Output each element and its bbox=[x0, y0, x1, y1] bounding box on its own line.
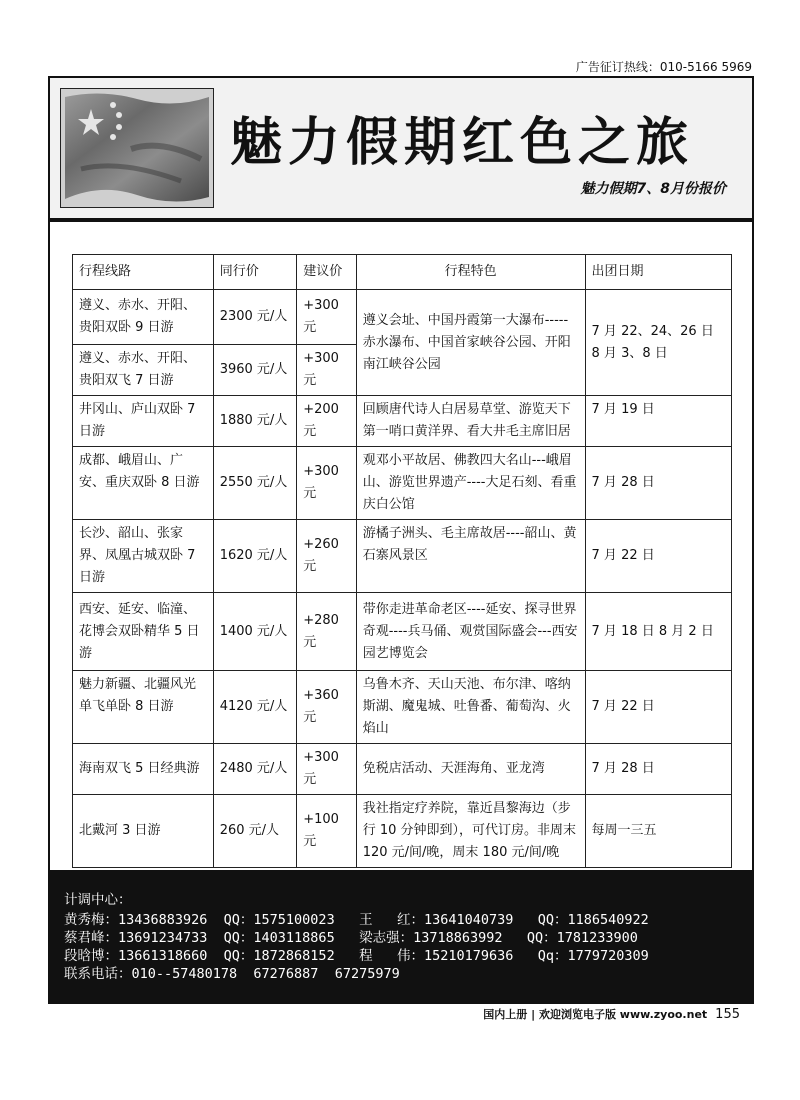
feature-cell: 回顾唐代诗人白居易草堂、游览天下第一哨口黄洋界、看大井毛主席旧居 bbox=[356, 396, 585, 447]
table-header-row bbox=[73, 255, 732, 290]
header-route: 行程线路 bbox=[73, 255, 214, 290]
price-cell: 1620 元/人 bbox=[213, 520, 297, 593]
price-cell: 3960 元/人 bbox=[213, 345, 297, 396]
contact-row: 段晗博：13661318660 QQ：1872868152 程 伟：15210179636 Qq：1779720309 bbox=[64, 948, 649, 964]
route-cell: 西安、延安、临潼、花博会双卧精华 5 日游 bbox=[73, 593, 214, 671]
suggested-cell: +300 元 bbox=[297, 744, 356, 795]
route-cell: 海南双飞 5 日经典游 bbox=[73, 744, 214, 795]
suggested-cell: +100 元 bbox=[297, 795, 356, 868]
route-cell: 长沙、韶山、张家界、凤凰古城双卧 7 日游 bbox=[73, 520, 214, 593]
route-cell: 北戴河 3 日游 bbox=[73, 795, 214, 868]
page-footer bbox=[483, 1006, 740, 1022]
price-cell: 1880 元/人 bbox=[213, 396, 297, 447]
header-feature: 行程特色 bbox=[356, 255, 585, 290]
table-row bbox=[73, 795, 732, 868]
price-cell: 2550 元/人 bbox=[213, 447, 297, 520]
route-cell: 井冈山、庐山双卧 7 日游 bbox=[73, 396, 214, 447]
table-row bbox=[73, 671, 732, 744]
flag-image bbox=[60, 88, 214, 208]
price-cell: 4120 元/人 bbox=[213, 671, 297, 744]
ad-hotline: 广告征订热线：010-5166 5969 bbox=[575, 60, 752, 74]
date-cell: 7 月 22、24、26 日 8 月 3、8 日 bbox=[585, 290, 731, 396]
date-cell: 7 月 22 日 bbox=[585, 671, 731, 744]
route-cell: 魅力新疆、北疆风光单飞单卧 8 日游 bbox=[73, 671, 214, 744]
header-suggested: 建议价 bbox=[297, 255, 356, 290]
date-cell: 7 月 22 日 bbox=[585, 520, 731, 593]
price-cell: 2480 元/人 bbox=[213, 744, 297, 795]
table-row bbox=[73, 396, 732, 447]
header-price: 同行价 bbox=[213, 255, 297, 290]
feature-cell: 我社指定疗养院，靠近昌黎海边（步行 10 分钟即到），可代订房。非周末 120 元/间/晚，周末 180 元/间/晚 bbox=[356, 795, 585, 868]
route-cell: 成都、峨眉山、广安、重庆双卧 8 日游 bbox=[73, 447, 214, 520]
feature-cell: 遵义会址、中国丹霞第一大瀑布-----赤水瀑布、中国首家峡谷公园、开阳南江峡谷公园 bbox=[356, 290, 585, 396]
contact-phone-row: 联系电话：010--57480178 67276887 67275979 bbox=[64, 966, 400, 982]
contact-title: 计调中心： bbox=[64, 892, 132, 908]
route-cell: 遵义、赤水、开阳、贵阳双飞 7 日游 bbox=[73, 345, 214, 396]
header-banner bbox=[50, 78, 752, 222]
table-row bbox=[73, 744, 732, 795]
date-cell: 每周一三五 bbox=[585, 795, 731, 868]
date-cell: 7 月 18 日 8 月 2 日 bbox=[585, 593, 731, 671]
date-cell: 7 月 28 日 bbox=[585, 744, 731, 795]
page-title: 魅力假期红色之旅 bbox=[230, 112, 695, 173]
feature-cell: 免税店活动、天涯海角、亚龙湾 bbox=[356, 744, 585, 795]
page-frame bbox=[48, 76, 754, 1004]
suggested-cell: +360 元 bbox=[297, 671, 356, 744]
suggested-cell: +300 元 bbox=[297, 290, 356, 345]
page-subtitle: 魅力假期7、8月份报价 bbox=[580, 181, 726, 197]
route-price-table bbox=[72, 254, 732, 868]
date-cell: 7 月 28 日 bbox=[585, 447, 731, 520]
header-date: 出团日期 bbox=[585, 255, 731, 290]
feature-cell: 观邓小平故居、佛教四大名山---峨眉山、游览世界遗产----大足石刻、看重庆白公馆 bbox=[356, 447, 585, 520]
page-number: 155 bbox=[715, 1007, 740, 1022]
price-cell: 260 元/人 bbox=[213, 795, 297, 868]
contact-row: 蔡君峰：13691234733 QQ：1403118865 梁志强：13718863992 QQ：1781233900 bbox=[64, 930, 638, 946]
suggested-cell: +200 元 bbox=[297, 396, 356, 447]
table-row bbox=[73, 290, 732, 345]
table-row bbox=[73, 447, 732, 520]
suggested-cell: +300 元 bbox=[297, 345, 356, 396]
table-row bbox=[73, 520, 732, 593]
suggested-cell: +280 元 bbox=[297, 593, 356, 671]
contact-panel bbox=[50, 870, 752, 1002]
price-cell: 1400 元/人 bbox=[213, 593, 297, 671]
feature-cell: 乌鲁木齐、天山天池、布尔津、喀纳斯湖、魔鬼城、吐鲁番、葡萄沟、火焰山 bbox=[356, 671, 585, 744]
table-row bbox=[73, 593, 732, 671]
date-cell: 7 月 19 日 bbox=[585, 396, 731, 447]
contact-row: 黄秀梅：13436883926 QQ：1575100023 王 红：13641040739 QQ：1186540922 bbox=[64, 912, 649, 928]
route-cell: 遵义、赤水、开阳、贵阳双卧 9 日游 bbox=[73, 290, 214, 345]
feature-cell: 带你走进革命老区----延安、探寻世界奇观----兵马俑、观赏国际盛会---西安园艺博览会 bbox=[356, 593, 585, 671]
suggested-cell: +260 元 bbox=[297, 520, 356, 593]
suggested-cell: +300 元 bbox=[297, 447, 356, 520]
feature-cell: 游橘子洲头、毛主席故居----韶山、黄石寨风景区 bbox=[356, 520, 585, 593]
price-cell: 2300 元/人 bbox=[213, 290, 297, 345]
footer-text: 国内上册 | 欢迎浏览电子版 www.zyoo.net bbox=[483, 1008, 708, 1021]
